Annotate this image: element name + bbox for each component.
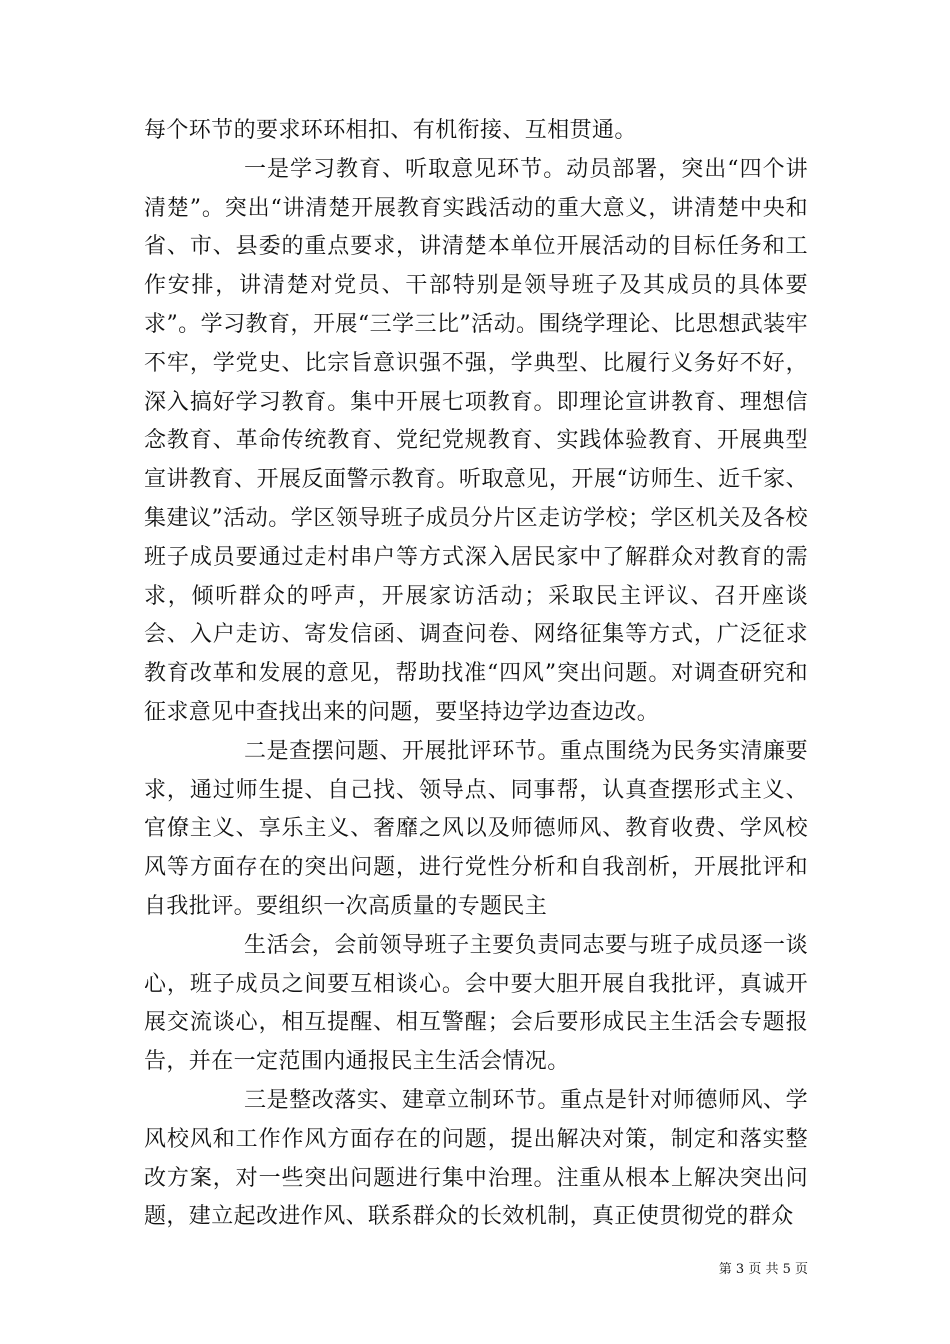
- paragraph-life-meeting: 生活会，会前领导班子主要负责同志要与班子成员逐一谈心，班子成员之间要互相谈心。会中要大胆开展自我批评，真诚开展交流谈心，相互提醒、相互警醒；会后要形成民主生活会专题报告，并在一定范围内通报民主生活会情况。: [144, 932, 808, 1075]
- paragraph-rectification: 三是整改落实、建章立制环节。重点是针对师德师风、学风校风和工作作风方面存在的问题，提出解决对策，制定和落实整改方案，对一些突出问题进行集中治理。注重从根本上解决突出问题，建立起改进作风、联系群众的长效机制，真正使贯彻党的群众: [144, 1087, 808, 1230]
- paragraph-continuation: 每个环节的要求环环相扣、有机衔接、互相贯通。: [144, 118, 637, 143]
- paragraph-check-problems: 二是查摆问题、开展批评环节。重点围绕为民务实清廉要求，通过师生提、自己找、领导点、同事帮，认真查摆形式主义、官僚主义、享乐主义、奢靡之风以及师德师风、教育收费、学风校风等方面存在的突出问题，进行党性分析和自我剖析，开展批评和自我批评。要组织一次高质量的专题民主: [144, 738, 808, 919]
- body-text: [144, 112, 808, 1237]
- paragraph-study-education: 一是学习教育、听取意见环节。动员部署，突出“四个讲清楚”。突出“讲清楚开展教育实践活动的重大意义，讲清楚中央和省、市、县委的重点要求，讲清楚本单位开展活动的目标任务和工作安排，讲清楚对党员、干部特别是领导班子及其成员的具体要求”。学习教育，开展“三学三比”活动。围绕学理论、比思想武装牢不牢，学党史、比宗旨意识强不强，学典型、比履行义务好不好，深入搞好学习教育。集中开展七项教育。即理论宣讲教育、理想信念教育、革命传统教育、党纪党规教育、实践体验教育、开展典型宣讲教育、开展反面警示教育。听取意见，开展“访师生、近千家、集建议”活动。学区领导班子成员分片区走访学校；学区机关及各校班子成员要通过走村串户等方式深入居民家中了解群众对教育的需求，倾听群众的呼声，开展家访活动；采取民主评议、召开座谈会、入户走访、寄发信函、调查问卷、网络征集等方式，广泛征求教育改革和发展的意见，帮助找准“四风”突出问题。对调查研究和征求意见中查找出来的问题，要坚持边学边查边改。: [144, 156, 808, 725]
- page-number: 第 3 页 共 5 页: [718, 1262, 808, 1277]
